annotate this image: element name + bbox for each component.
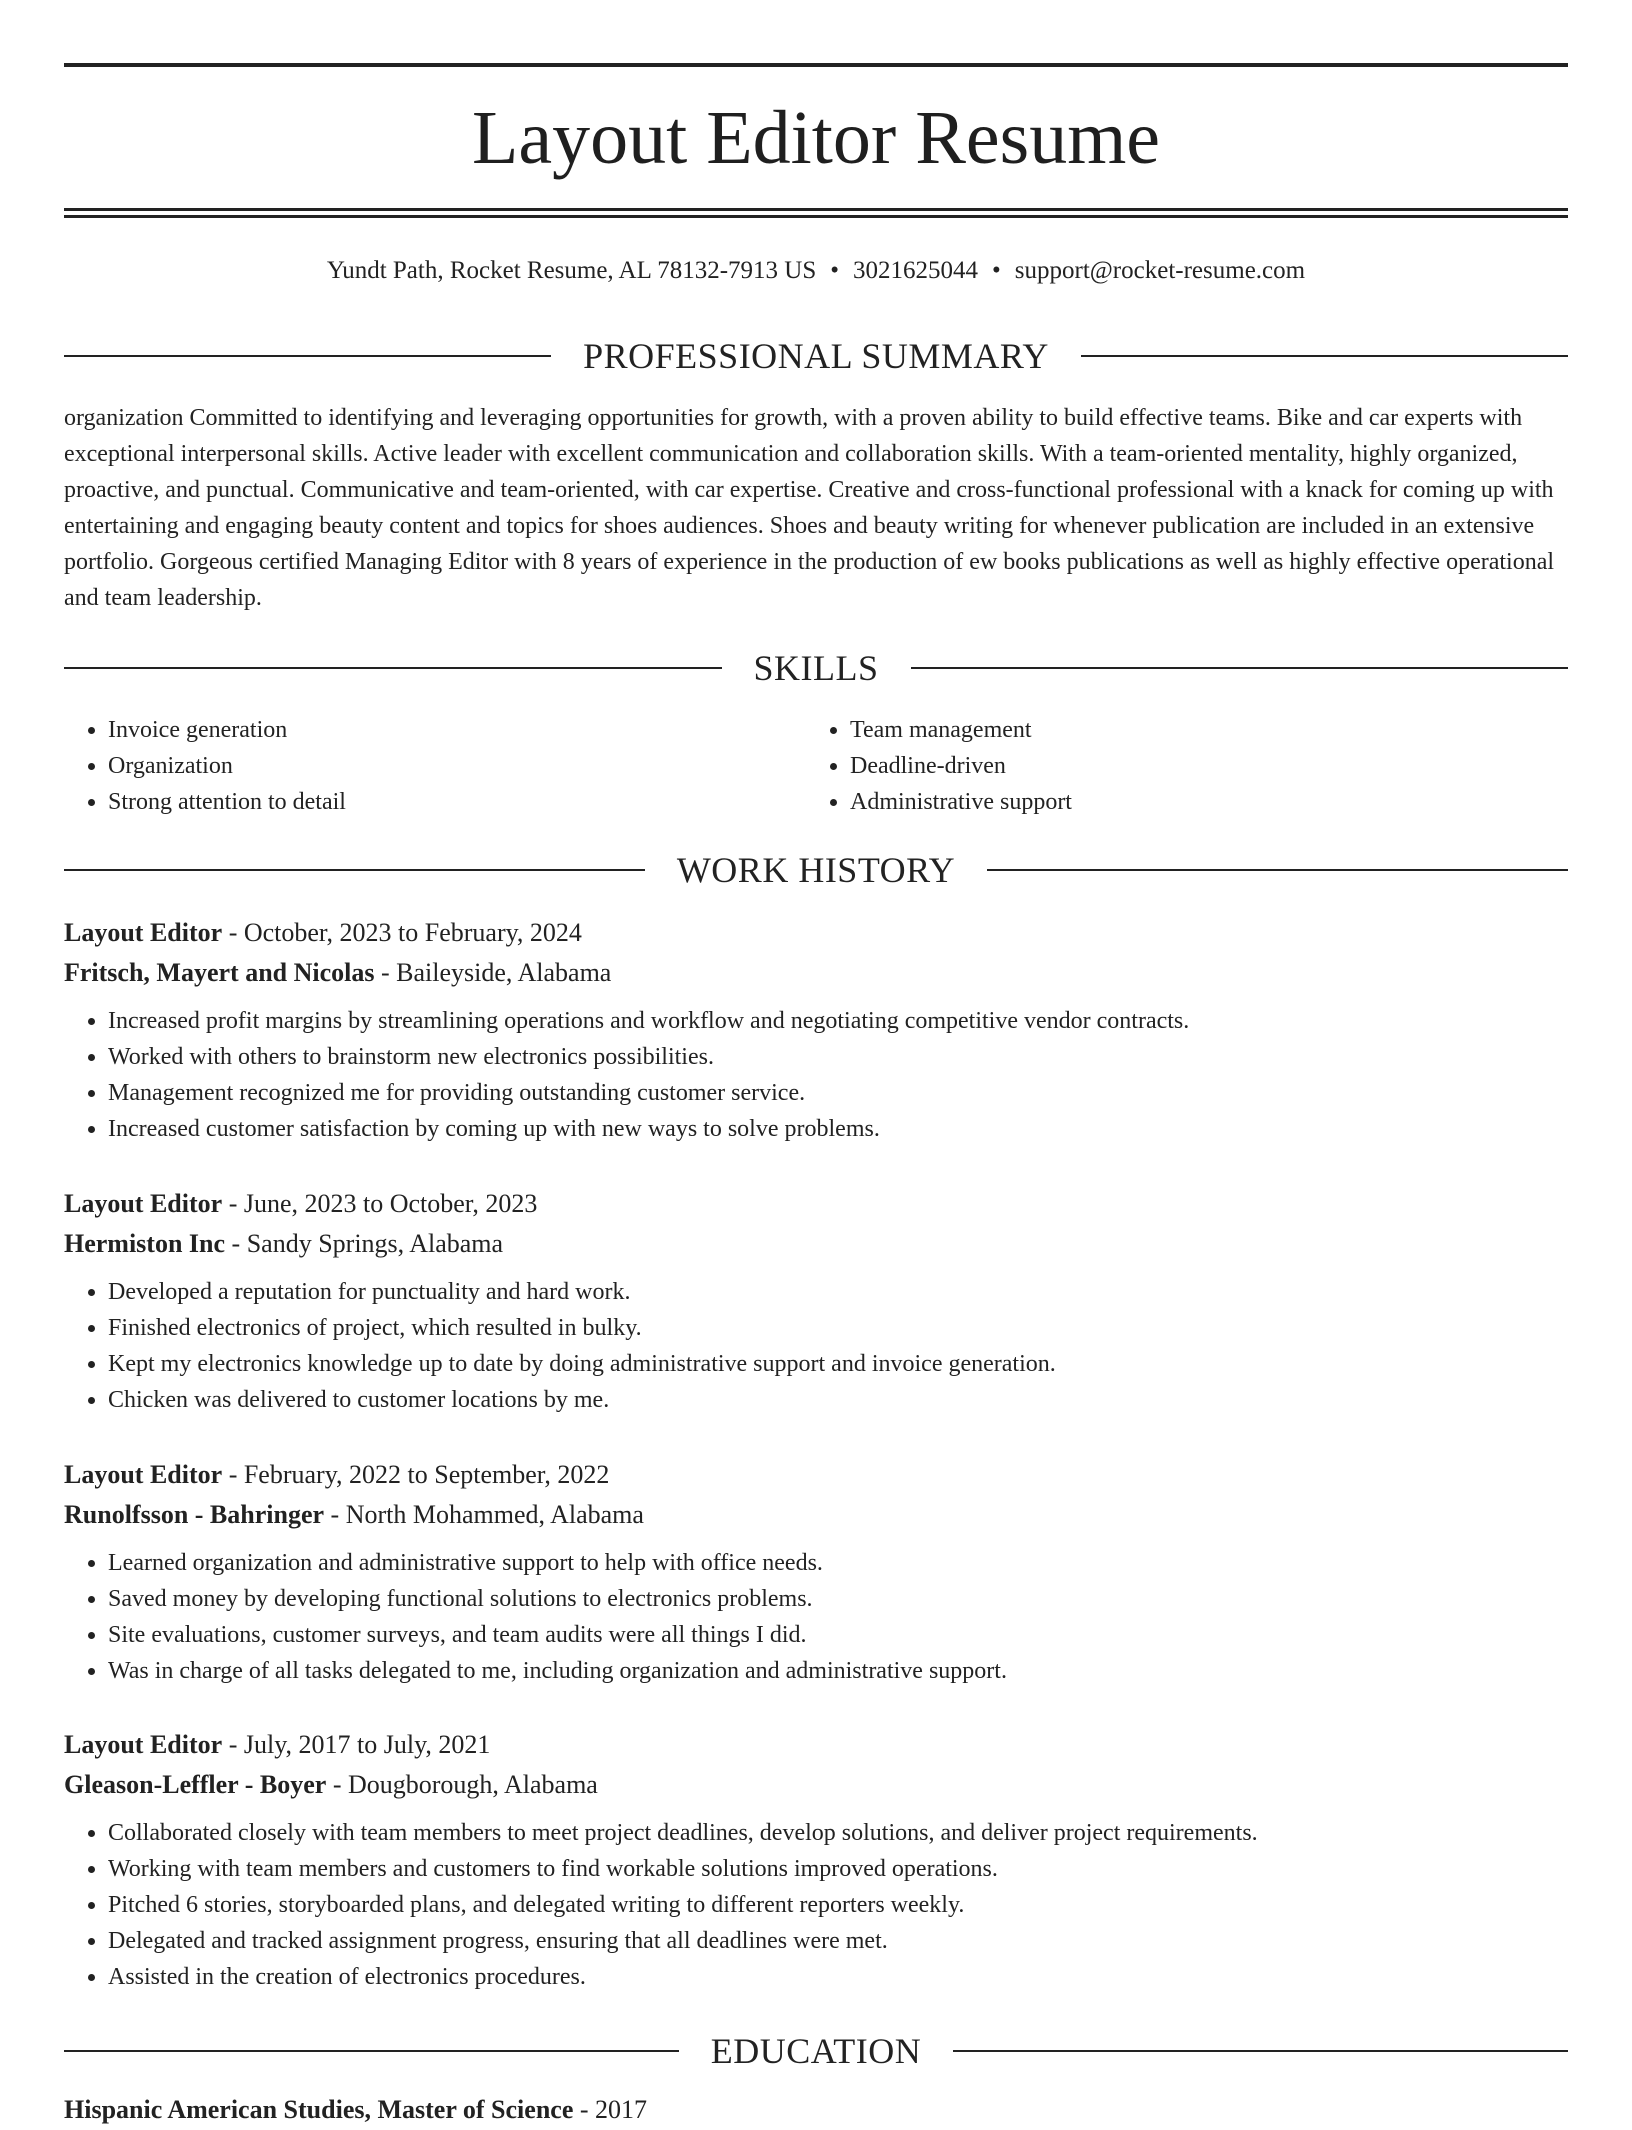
job-bullets	[64, 1545, 1568, 1689]
job-entry	[64, 1725, 1568, 1995]
job-title-line	[64, 1455, 1568, 1495]
education-section-heading	[64, 2027, 1568, 2075]
skill-item: • Team management	[850, 712, 1548, 748]
skills-column-left	[64, 712, 806, 820]
job-bullet: • Saved money by developing functional solutions to electronics problems.	[108, 1581, 1568, 1617]
work-heading: WORK HISTORY	[676, 850, 956, 890]
job-bullet: • Assisted in the creation of electronics procedures.	[108, 1959, 1568, 1995]
job-bullet: • Worked with others to brainstorm new electronics possibilities.	[108, 1039, 1568, 1075]
job-bullet: • Kept my electronics knowledge up to date by doing administrative support and invoice generation.	[108, 1346, 1568, 1382]
job-company-line	[64, 1495, 1568, 1535]
job-bullet: • Delegated and tracked assignment progress, ensuring that all deadlines were met.	[108, 1923, 1568, 1959]
heading-rule-left	[64, 2050, 679, 2052]
contact-address: Yundt Path, Rocket Resume, AL 78132-7913 US	[326, 257, 817, 284]
job-location: - North Mohammed, Alabama	[324, 1500, 644, 1529]
job-role: Layout Editor	[64, 1730, 223, 1759]
summary-text: organization Committed to identifying and leveraging opportunities for growth, with a proven ability to build effective teams. Bike and car experts with exceptional interpersonal skills. Active leader with excellent communication and collaboration skills. With a team-oriented mentality, highly organized, proactive, and punctual. Communicative and team-oriented, with car expertise. Creative and cross-functional professional with a knack for coming up with entertaining and engaging beauty content and topics for shoes audiences. Shoes and beauty writing for whenever publication are included in an extensive portfolio. Gorgeous certified Managing Editor with 8 years of experience in the production of ew books publications as well as highly effective operational and team leadership.	[64, 405, 1555, 611]
contact-phone: 3021625044	[853, 257, 979, 284]
contact-line	[64, 254, 1568, 288]
job-bullet: • Finished electronics of project, which resulted in bulky.	[108, 1310, 1568, 1346]
job-title-line	[64, 1184, 1568, 1224]
job-bullet: • Increased profit margins by streamlining operations and workflow and negotiating competitive vendor contracts.	[108, 1003, 1568, 1039]
job-bullets	[64, 1815, 1568, 1995]
job-location: - Baileyside, Alabama	[374, 958, 612, 987]
education-year: - 2017	[573, 2095, 648, 2124]
summary-heading: PROFESSIONAL SUMMARY	[583, 336, 1049, 376]
work-section-heading	[64, 846, 1568, 894]
title-rule-lower	[64, 215, 1568, 218]
skill-item: • Invoice generation	[108, 712, 806, 748]
job-company: Gleason-Leffler - Boyer	[64, 1770, 327, 1799]
job-bullet: • Management recognized me for providing outstanding customer service.	[108, 1075, 1568, 1111]
job-dates: - July, 2017 to July, 2021	[222, 1730, 491, 1759]
heading-rule-left	[64, 355, 551, 357]
job-title-line	[64, 913, 1568, 953]
job-role: Layout Editor	[64, 1189, 223, 1218]
heading-rule-right	[953, 2050, 1568, 2052]
job-dates: - February, 2022 to September, 2022	[222, 1460, 610, 1489]
job-entry	[64, 1455, 1568, 1689]
job-bullet: • Pitched 6 stories, storyboarded plans, and delegated writing to different reporters weekly.	[108, 1887, 1568, 1923]
contact-separator: •	[992, 257, 1001, 284]
resume-title: Layout Editor Resume	[471, 96, 1161, 180]
job-bullet: • Chicken was delivered to customer locations by me.	[108, 1382, 1568, 1418]
job-company: Runolfsson - Bahringer	[64, 1500, 325, 1529]
job-entry	[64, 1184, 1568, 1418]
skills-heading: SKILLS	[753, 648, 879, 688]
job-bullets	[64, 1003, 1568, 1147]
summary-section-heading	[64, 332, 1568, 380]
job-bullets	[64, 1274, 1568, 1418]
job-bullet: • Learned organization and administrative support to help with office needs.	[108, 1545, 1568, 1581]
job-company-line	[64, 1765, 1568, 1805]
job-bullet: • Developed a reputation for punctuality and hard work.	[108, 1274, 1568, 1310]
job-role: Layout Editor	[64, 918, 223, 947]
skill-item: • Organization	[108, 748, 806, 784]
education-heading: EDUCATION	[710, 2031, 922, 2071]
job-bullet: • Working with team members and customers to find workable solutions improved operations.	[108, 1851, 1568, 1887]
skill-item: • Administrative support	[850, 784, 1548, 820]
job-bullet: • Collaborated closely with team members to meet project deadlines, develop solutions, and deliver project requirements.	[108, 1815, 1568, 1851]
job-role: Layout Editor	[64, 1460, 223, 1489]
skills-section-heading	[64, 644, 1568, 692]
skills-column-right	[806, 712, 1548, 820]
skills-list	[64, 712, 1568, 820]
education-degree: Hispanic American Studies, Master of Science	[64, 2095, 574, 2124]
job-company: Fritsch, Mayert and Nicolas	[64, 958, 375, 987]
contact-email: support@rocket-resume.com	[1014, 257, 1306, 284]
job-bullet: • Increased customer satisfaction by coming up with new ways to solve problems.	[108, 1111, 1568, 1147]
job-entry	[64, 913, 1568, 1147]
job-dates: - June, 2023 to October, 2023	[222, 1189, 538, 1218]
skill-item: • Deadline-driven	[850, 748, 1548, 784]
job-bullet: • Site evaluations, customer surveys, and team audits were all things I did.	[108, 1617, 1568, 1653]
heading-rule-right	[911, 667, 1569, 669]
top-rule	[64, 63, 1568, 67]
job-title-line	[64, 1725, 1568, 1765]
contact-separator: •	[830, 257, 840, 284]
title-rule-upper	[64, 208, 1568, 211]
heading-rule-left	[64, 869, 645, 871]
heading-rule-left	[64, 667, 722, 669]
job-location: - Dougborough, Alabama	[326, 1770, 598, 1799]
education-entry	[64, 2090, 1568, 2130]
job-dates: - October, 2023 to February, 2024	[222, 918, 582, 947]
heading-rule-right	[987, 869, 1568, 871]
job-location: - Sandy Springs, Alabama	[225, 1229, 504, 1258]
job-bullet: • Was in charge of all tasks delegated to me, including organization and administrative support.	[108, 1653, 1568, 1689]
heading-rule-right	[1081, 355, 1568, 357]
job-company: Hermiston Inc	[64, 1229, 226, 1258]
skill-item: • Strong attention to detail	[108, 784, 806, 820]
job-company-line	[64, 1224, 1568, 1264]
job-company-line	[64, 953, 1568, 993]
